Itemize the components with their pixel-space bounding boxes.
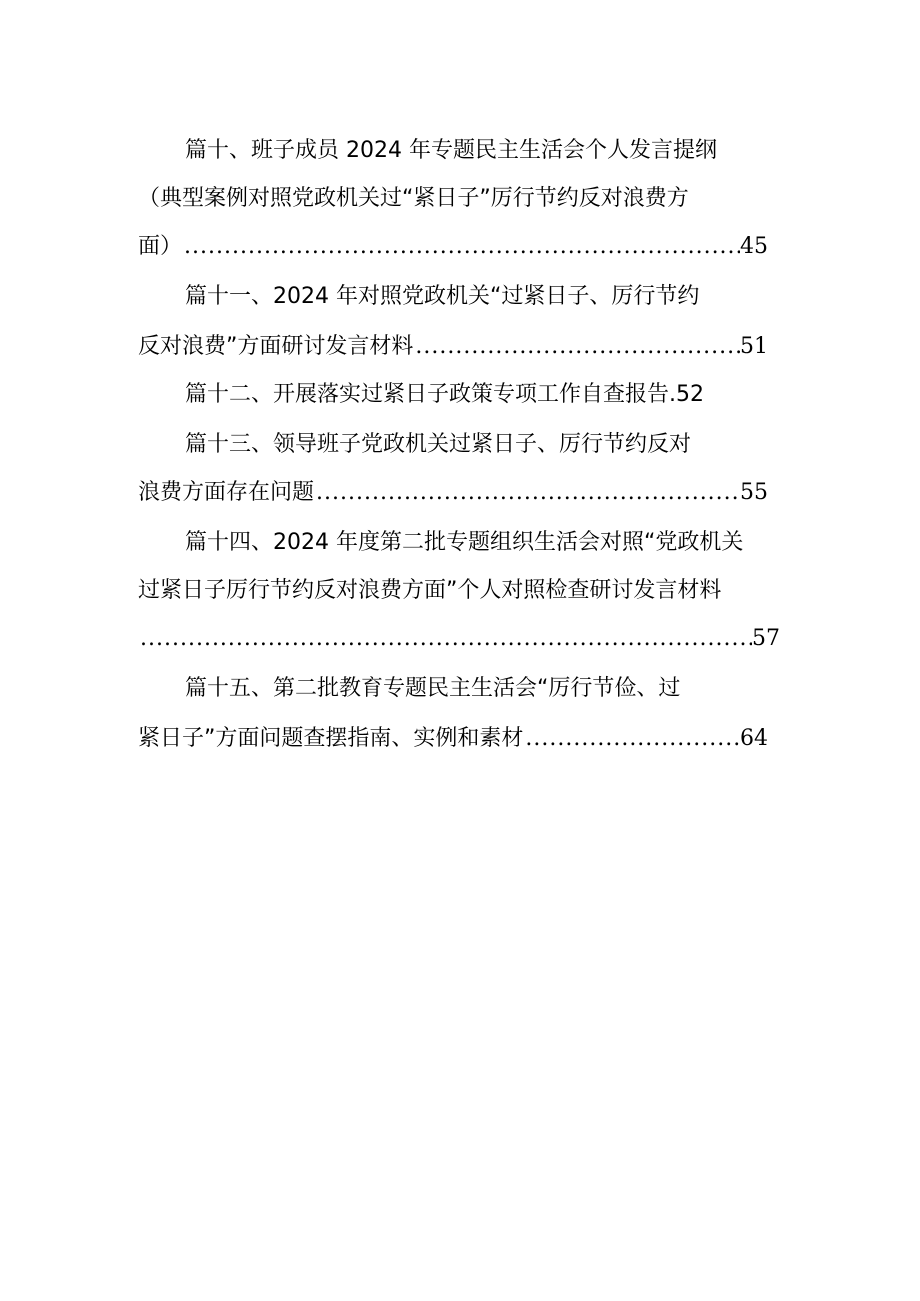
dot-leader — [523, 713, 740, 765]
toc-entry-11-page-number: 51 — [740, 334, 768, 359]
toc-entry-13-page-number: 55 — [740, 480, 768, 505]
toc-entry-14-line-2[interactable]: 过紧日子厉行节约反对浪费方面”个人对照检查研讨发言材料 — [138, 578, 722, 603]
toc-entry-11-text-end: 反对浪费”方面研讨发言材料 — [138, 334, 414, 359]
dot-leader — [138, 613, 752, 665]
dot-leader — [314, 467, 740, 519]
toc-entry-15-text-end: 紧日子”方面问题查摆指南、实例和素材 — [138, 726, 524, 751]
dot-leader — [413, 321, 740, 373]
toc-entry-11-line-2[interactable] — [138, 321, 768, 373]
toc-entry-15-line-1[interactable]: 篇十五、第二批教育专题民主生活会“厉行节俭、过 — [185, 676, 681, 701]
toc-entry-15-line-2[interactable] — [138, 713, 768, 765]
toc-entry-12-line-1[interactable]: 篇十二、开展落实过紧日子政策专项工作自查报告.52 — [185, 382, 704, 407]
toc-entry-13-line-1[interactable]: 篇十三、领导班子党政机关过紧日子、厉行节约反对 — [185, 432, 692, 457]
toc-entry-13-text-end: 浪费方面存在问题 — [138, 480, 315, 505]
toc-entry-14-line-1[interactable]: 篇十四、2024 年度第二批专题组织生活会对照“党政机关 — [185, 530, 744, 555]
toc-entry-13-line-2[interactable] — [138, 467, 768, 519]
toc-entry-14-line-3[interactable] — [138, 613, 780, 665]
toc-entry-14-page-number: 57 — [752, 626, 780, 651]
toc-entry-10-line-3[interactable] — [138, 221, 768, 273]
toc-entry-10-line-2[interactable]: （典型案例对照党政机关过“紧日子”厉行节约反对浪费方 — [138, 186, 689, 211]
dot-leader — [182, 221, 740, 273]
toc-entry-10-text-end: 面） — [138, 234, 183, 259]
toc-entry-15-page-number: 64 — [740, 726, 768, 751]
toc-entry-10-page-number: 45 — [740, 234, 768, 259]
toc-entry-11-line-1[interactable]: 篇十一、2024 年对照党政机关“过紧日子、厉行节约 — [185, 284, 700, 309]
toc-entry-10-line-1[interactable]: 篇十、班子成员 2024 年专题民主生活会个人发言提纲 — [185, 138, 717, 163]
